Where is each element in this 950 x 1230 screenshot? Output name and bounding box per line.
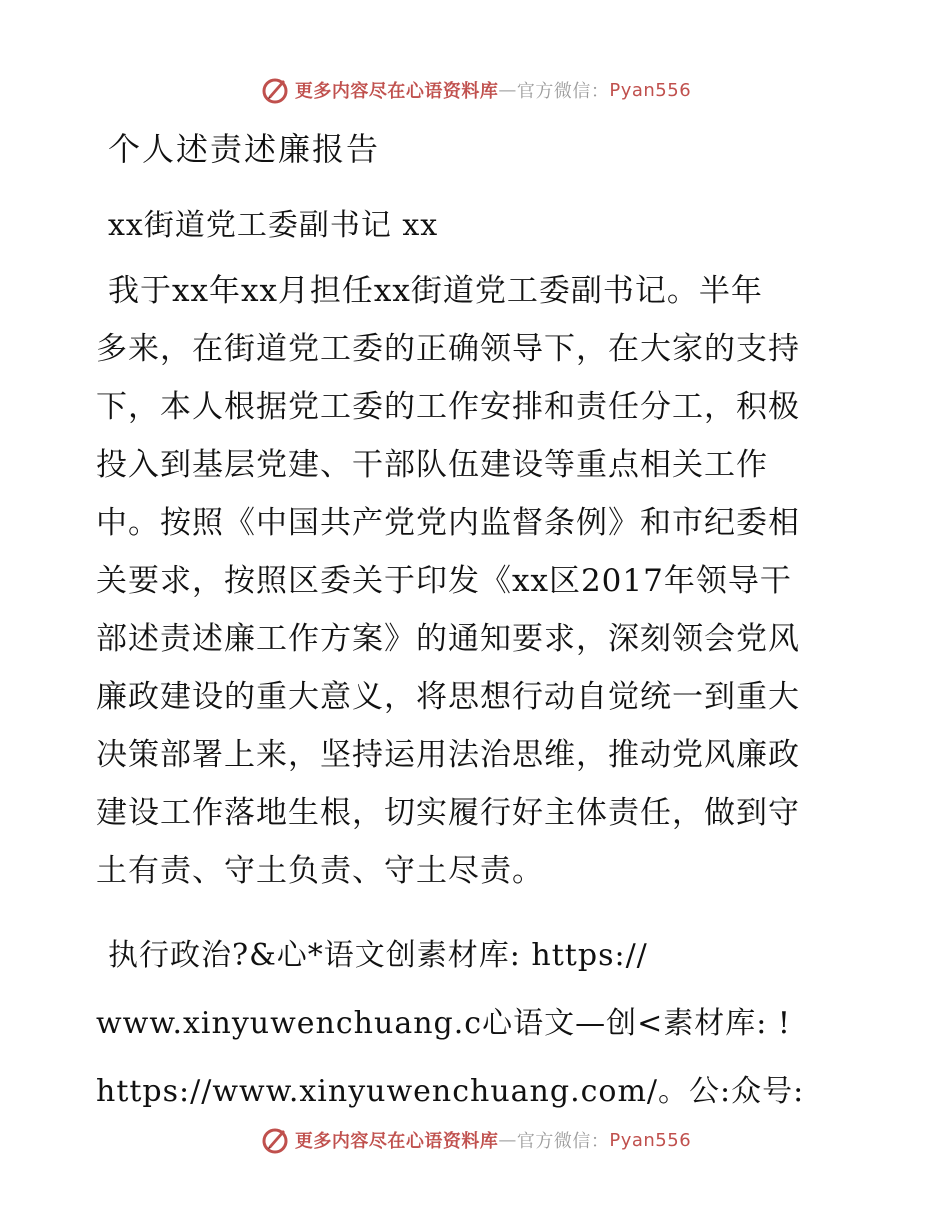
body-line: 土有责、守土负责、守土尽责。	[96, 853, 544, 889]
document-title: 个人述责述廉报告	[108, 130, 381, 168]
body-line: 建设工作落地生根，切实履行好主体责任，做到守	[96, 795, 800, 831]
body-line: 我于xx年xx月担任xx街道党工委副书记。半年	[108, 273, 763, 309]
footer-line: https://www.xinyuwenchuang.com/。公:众号:	[96, 1074, 805, 1109]
banner-sub-text: 官方微信：	[516, 1131, 610, 1152]
banner-main-text: 更多内容尽在心语资料库	[294, 81, 499, 102]
banner-main-text: 更多内容尽在心语资料库	[294, 1131, 499, 1152]
footer-line: 执行政治?&心*语文创素材库: https://	[108, 938, 648, 973]
footer-line: www.xinyuwenchuang.c心语文—创<素材库: !	[96, 1006, 791, 1041]
body-line: 关要求，按照区委关于印发《xx区2017年领导干	[96, 563, 792, 599]
footer-banner	[0, 1120, 950, 1160]
body-line: 多来，在街道党工委的正确领导下，在大家的支持	[96, 331, 800, 367]
quill-logo-icon	[259, 1124, 291, 1156]
body-line: 决策部署上来，坚持运用法治思维，推动党风廉政	[96, 737, 800, 773]
body-paragraph	[96, 262, 876, 900]
body-line: 下，本人根据党工委的工作安排和责任分工，积极	[96, 389, 800, 425]
banner-sub-text: 官方微信：	[516, 81, 610, 102]
document-byline: xx街道党工委副书记 xx	[108, 208, 439, 243]
body-line: 廉政建设的重大意义，将思想行动自觉统一到重大	[96, 679, 800, 715]
banner-dash: —	[498, 1129, 517, 1151]
banner-wechat-id: Pyan556	[609, 79, 692, 101]
quill-logo-icon	[259, 74, 291, 106]
header-banner	[0, 70, 950, 110]
banner-dash: —	[498, 79, 517, 101]
banner-wechat-id: Pyan556	[609, 1129, 692, 1151]
body-line: 投入到基层党建、干部队伍建设等重点相关工作	[96, 447, 768, 483]
body-line: 部述责述廉工作方案》的通知要求，深刻领会党风	[96, 621, 800, 657]
body-line: 中。按照《中国共产党党内监督条例》和市纪委相	[96, 505, 800, 541]
footer-paragraph	[96, 922, 886, 1126]
